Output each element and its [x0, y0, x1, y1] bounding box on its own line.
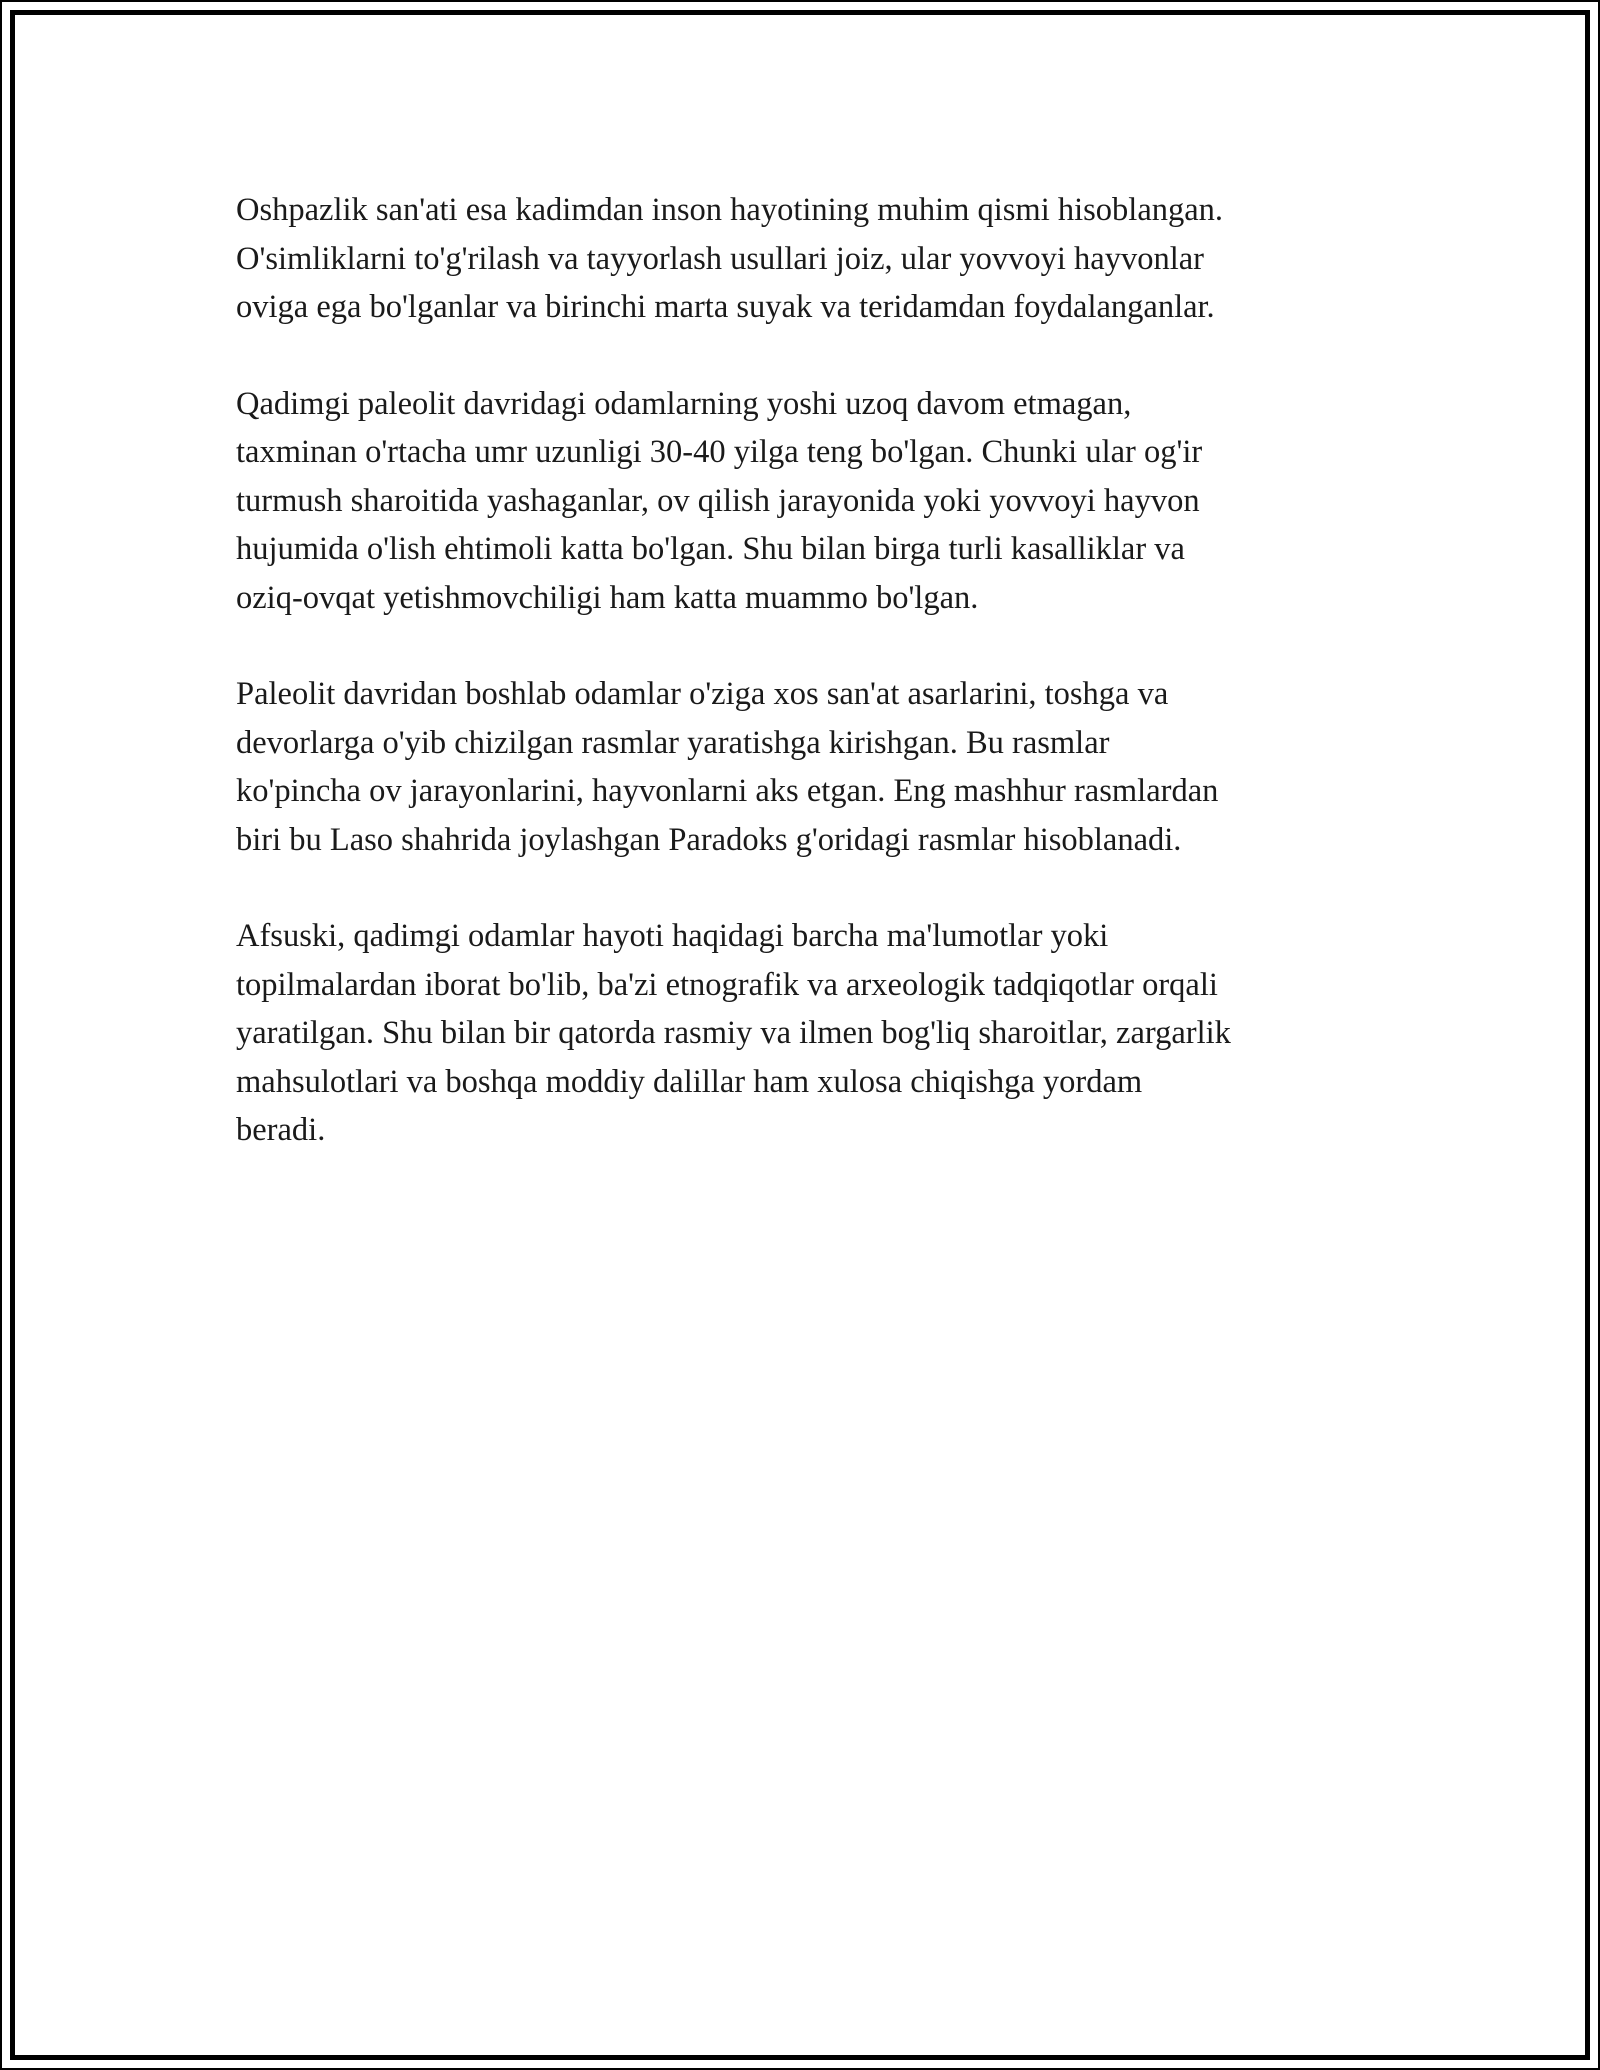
paragraph-1: Oshpazlik san'ati esa kadimdan inson hayotining muhim qismi hisoblangan. O'simliklarni to'g'rilash va tayyorlash usullari joiz, ular yovvoyi hayvonlar oviga ega bo'lganlar va birinchi marta suyak va teridamdan foydalanganlar. — [236, 192, 1224, 325]
paragraph-2: Qadimgi paleolit davridagi odamlarning yoshi uzoq davom etmagan, taxminan o'rtacha umr uzunligi 30-40 yilga teng bo'lgan. Chunki ular og'ir turmush sharoitida yashaganlar, ov qilish jarayonida yoki yovvoyi hayvon hujumida o'lish ehtimoli katta bo'lgan. Shu bilan birga turli kasalliklar va oziq-ovqat yetishmovchiligi ham katta muammo bo'lgan. — [236, 385, 1203, 616]
document-body — [236, 186, 1376, 1203]
paragraph-4: Afsuski, qadimgi odamlar hayoti haqidagi barcha ma'lumotlar yoki topilmalardan iborat bo'lib, ba'zi etnografik va arxeologik tadqiqotlar orqali yaratilgan. Shu bilan bir qatorda rasmiy va ilmen bog'liq sharoitlar, zargarlik mahsulotlari va boshqa moddiy dalillar ham xulosa chiqishga yordam beradi. — [236, 918, 1231, 1148]
paragraph-3: Paleolit davridan boshlab odamlar o'ziga xos san'at asarlarini, toshga va devorlarga o'yib chizilgan rasmlar yaratishga kirishgan. Bu rasmlar ko'pincha ov jarayonlarini, hayvonlarni aks etgan. Eng mashhur rasmlardan biri bu Laso shahrida joylashgan Paradoks g'oridagi rasmlar hisoblanadi. — [236, 676, 1219, 858]
